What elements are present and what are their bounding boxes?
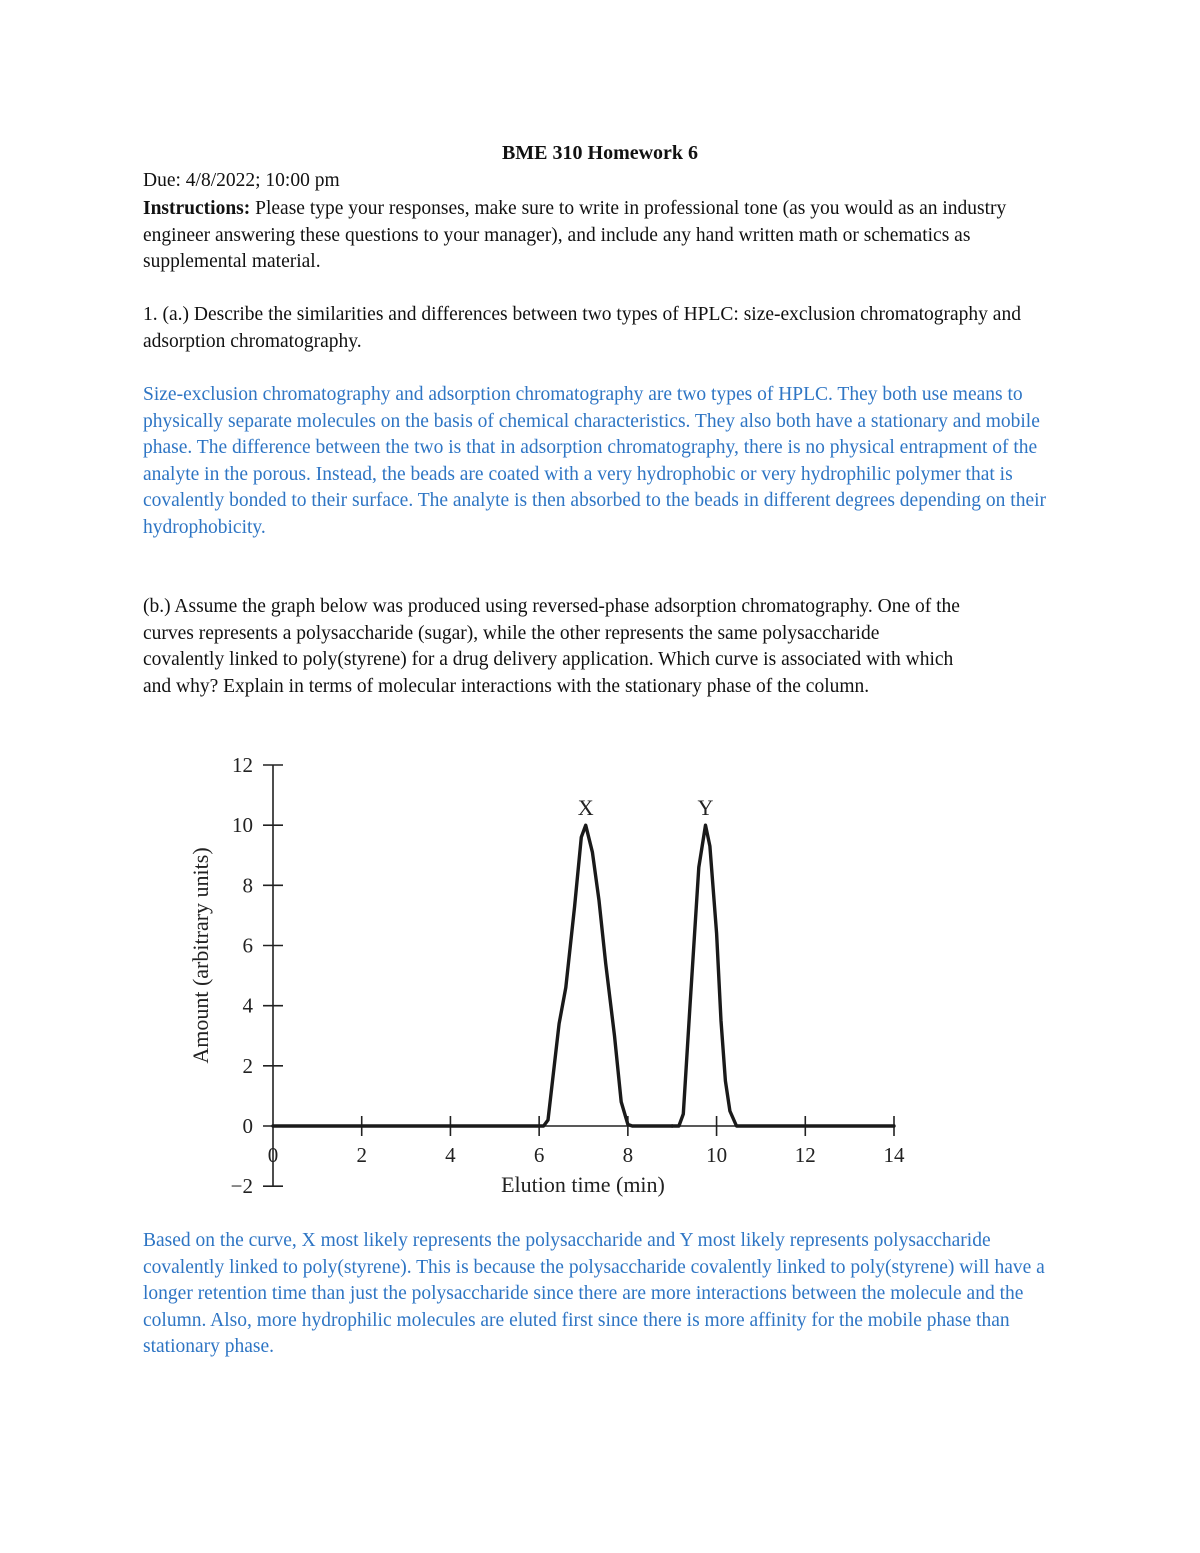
question-1a: 1. (a.) Describe the similarities and differences between two types of HPLC: size-exclusion chromatography and adsorption chromatography. — [143, 304, 1021, 352]
question-1b: (b.) Assume the graph below was produced using reversed-phase adsorption chromatography. One of the curves represents a polysaccharide (sugar), while the other represents the same polysaccharide covalently linked to poly(styrene) for a drug delivery application. Which curve is associated with which and why? Explain in terms of molecular interactions with the stationary phase of the column. — [143, 596, 960, 697]
answer-1a: Size-exclusion chromatography and adsorption chromatography are two types of HPLC. They both use means to physically separate molecules on the basis of chemical characteristics. They also both have a stationary and mobile phase. The difference between the two is that in adsorption chromatography, there is no physical entrapment of the analyte in the porous. Instead, the beads are coated with a very hydrophobic or very hydrophilic polymer that is covalently bonded to their surface. The analyte is then absorbed to the beads in different degrees depending on their hydrophobicity. — [143, 384, 1047, 538]
x-tick-label: 12 — [794, 1143, 816, 1167]
x-tick-label: 14 — [883, 1143, 905, 1167]
peak-label-y: Y — [697, 795, 714, 821]
y-axis-title: Amount (arbitrary units) — [188, 847, 213, 1064]
x-tick-label: 0 — [267, 1143, 279, 1167]
document-title: BME 310 Homework 6 — [501, 142, 699, 164]
y-tick-label: −2 — [230, 1174, 253, 1199]
y-tick-label: 10 — [232, 813, 253, 838]
x-tick-label: 8 — [622, 1143, 634, 1167]
y-tick-label: 4 — [242, 993, 253, 1018]
x-axis-title: Elution time (min) — [501, 1172, 665, 1197]
x-tick-label: 10 — [706, 1143, 728, 1167]
y-tick-label: 6 — [242, 933, 253, 958]
answer-1b: Based on the curve, X most likely represents the polysaccharide and Y most likely represents polysaccharide covalently linked to poly(styrene). This is because the polysaccharide covalently linked to poly(styrene) will have a longer retention time than just the polysaccharide since there are more interactions between the molecule and the column. Also, more hydrophilic molecules are eluted first since there is more affinity for the mobile phase than stationary phase. — [143, 1230, 1045, 1357]
x-tick-label: 2 — [356, 1143, 367, 1167]
y-tick-label: 2 — [242, 1053, 253, 1078]
peak-label-x: X — [577, 795, 594, 821]
due-date: Due: 4/8/2022; 10:00 pm — [143, 170, 340, 191]
y-tick-label: 8 — [242, 873, 253, 898]
series-line-y — [672, 825, 894, 1126]
instructions-label: Instructions: — [143, 198, 251, 219]
instructions-text: Please type your responses, make sure to write in professional tone (as you would as an industry engineer answering these questions to your manager), and include any hand written math or schematics as supplemental material. — [143, 198, 1007, 272]
series-line-x — [273, 825, 672, 1126]
y-tick-label: 0 — [242, 1114, 253, 1138]
y-tick-label: 12 — [232, 753, 253, 777]
x-tick-label: 6 — [533, 1143, 545, 1167]
x-tick-label: 4 — [445, 1143, 456, 1167]
